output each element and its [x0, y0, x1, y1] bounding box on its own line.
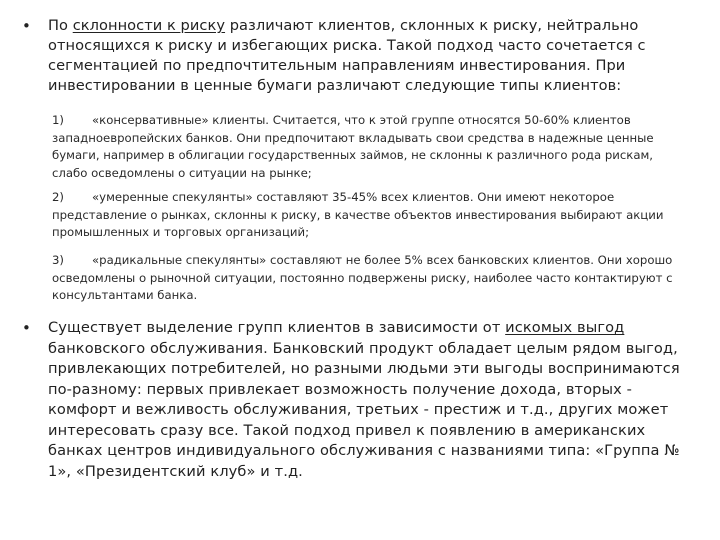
list-item	[52, 112, 692, 182]
list-item-number: 3)	[52, 253, 64, 267]
list-item-text: «радикальные спекулянты» составляют не более 5% всех банковских клиентов. Они хорошо осведомлены о рыночной ситуации, постоянно подвержены риску, наиболее часто контактируют с консультантами банка.	[52, 253, 673, 303]
paragraph-lead: По	[48, 17, 73, 34]
list-item	[52, 189, 692, 242]
list-item-number: 1)	[52, 113, 64, 127]
bullet-marker: •	[22, 17, 31, 35]
list-item	[52, 252, 692, 305]
list-item-number: 2)	[52, 190, 64, 204]
paragraph-rest: банковского обслуживания. Банковский продукт обладает целым рядом выгод, привлекающих потребителей, но разными людьми эти выгоды воспринимаются по-разному: первых привлекает возможность получение дохода, вторых - комфорт и вежливость обслуживания, третьих - престиж и т.д., других может интересовать сразу все. Такой подход привел к появлению в американских банках центров индивидуального обслуживания с названиями типа: «Группа № 1», «Президентский клуб» и т.д.	[48, 339, 680, 480]
paragraph-rest: различают клиентов, склонных к риску, нейтрально относящихся к риску и избегающих риска. Такой подход часто сочетается с сегментацией по предпочтительным направлениям инвестирования. При инвестировании в ценные бумаги различают следующие типы клиентов:	[48, 17, 646, 94]
paragraph-lead: Существует выделение групп клиентов в зависимости от	[48, 319, 506, 336]
paragraph-sought-benefits	[48, 318, 698, 482]
underlined-term: склонности к риску	[72, 17, 226, 34]
list-item-text: «умеренные спекулянты» составляют 35-45% всех клиентов. Они имеют некоторое представление о рынках, склонны к риску, в качестве объектов инвестирования выбирают акции промышленных и торговых организаций;	[52, 190, 664, 240]
bullet-marker: •	[22, 319, 31, 337]
paragraph-risk-propensity	[48, 16, 688, 96]
list-item-text: «консервативные» клиенты. Считается, что к этой группе относятся 50-60% клиентов западноевропейских банков. Они предпочитают вкладывать свои средства в надежные ценные бумаги, например в облигации государственных займов, не склонны к различного рода рискам, слабо осведомлены о ситуации на рынке;	[52, 113, 654, 180]
underlined-term: искомых выгод	[505, 319, 625, 336]
